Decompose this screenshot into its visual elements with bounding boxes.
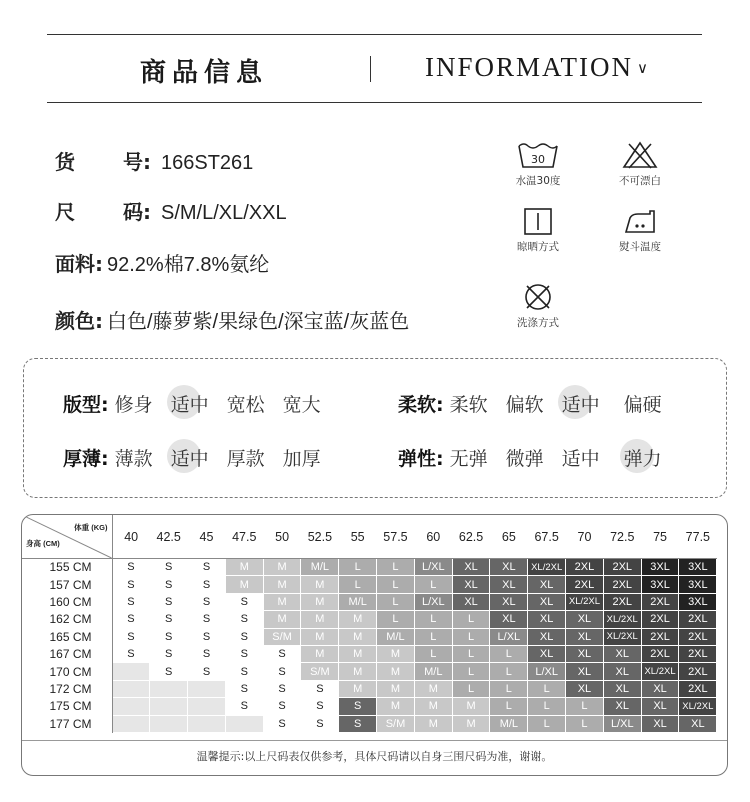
size-cell: XL/2XL bbox=[566, 593, 604, 610]
size-cell bbox=[112, 698, 150, 715]
size-cell: S bbox=[188, 645, 226, 662]
info-fabric: 面料: 92.2%棉7.8%氨纶 bbox=[55, 252, 270, 276]
height-label: 157 CM bbox=[22, 576, 112, 593]
size-cell: M bbox=[339, 663, 377, 680]
size-cell: S/M bbox=[263, 628, 301, 645]
size-cell: L bbox=[414, 628, 452, 645]
size-cell: S bbox=[225, 645, 263, 662]
attr-option: 无弹 bbox=[449, 448, 488, 470]
iron-icon bbox=[620, 206, 660, 236]
size-cell: XL bbox=[490, 559, 528, 576]
size-cell: L/XL bbox=[414, 559, 452, 576]
care-label: 水温30度 bbox=[515, 175, 561, 187]
weight-header: 45 bbox=[188, 515, 226, 559]
table-row bbox=[22, 576, 717, 593]
size-cell: XL/2XL bbox=[603, 628, 641, 645]
size-cell: XL bbox=[452, 559, 490, 576]
size-cell: M bbox=[414, 680, 452, 697]
size-cell: S bbox=[263, 715, 301, 732]
size-cell: L/XL bbox=[603, 715, 641, 732]
size-cell: L bbox=[339, 576, 377, 593]
size-cell: L bbox=[414, 645, 452, 662]
weight-header: 57.5 bbox=[377, 515, 415, 559]
size-cell: 2XL bbox=[603, 593, 641, 610]
size-cell: XL bbox=[603, 663, 641, 680]
size-cell: XL bbox=[490, 611, 528, 628]
care-no-bleach bbox=[600, 140, 680, 188]
size-cell: S bbox=[225, 680, 263, 697]
attr-fit: 版型: 修身 适中 宽松 宽大 bbox=[63, 390, 337, 417]
attr-option: 微弹 bbox=[505, 448, 544, 470]
attr-option: 宽松 bbox=[226, 394, 265, 416]
size-cell: S bbox=[188, 593, 226, 610]
size-cell: S bbox=[263, 663, 301, 680]
corner-weight-label: 体重 (KG) bbox=[74, 523, 108, 532]
size-cell: M bbox=[377, 645, 415, 662]
weight-header: 75 bbox=[641, 515, 679, 559]
size-cell: L bbox=[452, 680, 490, 697]
size-cell: L bbox=[377, 576, 415, 593]
size-cell: XL bbox=[528, 593, 566, 610]
size-cell: M bbox=[301, 645, 339, 662]
size-cell: 2XL bbox=[566, 559, 604, 576]
size-cell: 3XL bbox=[679, 559, 717, 576]
size-cell: S/M bbox=[301, 663, 339, 680]
size-cell: M bbox=[301, 628, 339, 645]
size-cell bbox=[188, 698, 226, 715]
size-cell: S bbox=[225, 593, 263, 610]
table-row bbox=[22, 663, 717, 680]
size-cell: XL bbox=[603, 680, 641, 697]
size-cell: L bbox=[452, 645, 490, 662]
size-cell: M bbox=[225, 576, 263, 593]
item-no-value: 166ST261 bbox=[161, 152, 254, 174]
size-cell: 2XL bbox=[603, 576, 641, 593]
size-cell: XL bbox=[528, 611, 566, 628]
care-wash-30 bbox=[498, 140, 578, 188]
care-label: 不可漂白 bbox=[619, 175, 661, 187]
size-cell: XL/2XL bbox=[528, 559, 566, 576]
size-cell: XL bbox=[452, 593, 490, 610]
size-cell: M bbox=[339, 628, 377, 645]
size-cell: L bbox=[490, 663, 528, 680]
care-label: 洗涤方式 bbox=[517, 317, 559, 329]
attr-option: 加厚 bbox=[282, 448, 321, 470]
size-cell: XL/2XL bbox=[679, 698, 717, 715]
weight-header: 42.5 bbox=[150, 515, 188, 559]
attr-option: 修身 bbox=[114, 394, 153, 416]
size-cell bbox=[225, 715, 263, 732]
size-cell: S/M bbox=[377, 715, 415, 732]
attr-option: 厚款 bbox=[226, 448, 265, 470]
size-cell: S bbox=[150, 576, 188, 593]
size-cell: S bbox=[188, 559, 226, 576]
size-cell: 2XL bbox=[679, 611, 717, 628]
size-cell: XL bbox=[528, 576, 566, 593]
attributes-panel bbox=[23, 358, 727, 498]
tip-divider bbox=[22, 740, 727, 741]
size-cell: S bbox=[150, 611, 188, 628]
care-wash-method bbox=[498, 282, 578, 330]
size-cell: M bbox=[377, 680, 415, 697]
care-iron bbox=[600, 206, 680, 254]
size-cell: M bbox=[263, 593, 301, 610]
size-cell: M bbox=[339, 680, 377, 697]
size-cell: M bbox=[263, 611, 301, 628]
weight-header: 72.5 bbox=[603, 515, 641, 559]
size-cell: M bbox=[301, 611, 339, 628]
size-cell bbox=[188, 715, 226, 732]
table-row bbox=[22, 593, 717, 610]
size-cell: M bbox=[452, 698, 490, 715]
size-cell: 3XL bbox=[679, 593, 717, 610]
size-cell: 2XL bbox=[679, 645, 717, 662]
attr-elasticity: 弹性: 无弹 微弹 适中 弹力 bbox=[398, 444, 678, 471]
size-cell: XL/2XL bbox=[603, 611, 641, 628]
size-cell: XL bbox=[641, 680, 679, 697]
size-cell: S bbox=[339, 715, 377, 732]
weight-header: 77.5 bbox=[679, 515, 717, 559]
no-bleach-icon bbox=[620, 140, 660, 170]
size-cell: 2XL bbox=[603, 559, 641, 576]
size-cell: 2XL bbox=[679, 628, 717, 645]
wash-30-icon bbox=[516, 140, 560, 170]
size-value: S/M/L/XL/XXL bbox=[161, 202, 287, 224]
color-value: 白色/藤萝紫/果绿色/深宝蓝/灰蓝色 bbox=[107, 311, 410, 333]
size-cell: M bbox=[339, 645, 377, 662]
size-cell bbox=[150, 680, 188, 697]
size-cell: S bbox=[188, 576, 226, 593]
info-color: 颜色: 白色/藤萝紫/果绿色/深宝蓝/灰蓝色 bbox=[55, 309, 410, 333]
height-label: 175 CM bbox=[22, 698, 112, 715]
size-cell: L bbox=[452, 628, 490, 645]
size-cell: L bbox=[528, 715, 566, 732]
size-cell: S bbox=[263, 698, 301, 715]
size-cell: L bbox=[566, 715, 604, 732]
attr-option: 偏软 bbox=[505, 394, 544, 416]
size-cell: M bbox=[301, 593, 339, 610]
height-label: 177 CM bbox=[22, 715, 112, 732]
size-cell: L bbox=[414, 611, 452, 628]
weight-header: 40 bbox=[112, 515, 150, 559]
size-cell: M bbox=[339, 611, 377, 628]
size-cell: 2XL bbox=[641, 645, 679, 662]
size-cell: XL bbox=[603, 698, 641, 715]
size-cell: M/L bbox=[377, 628, 415, 645]
size-cell: L bbox=[377, 593, 415, 610]
size-cell: 3XL bbox=[641, 576, 679, 593]
size-cell: S bbox=[188, 663, 226, 680]
corner-height-label: 身高 (CM) bbox=[26, 539, 60, 548]
size-cell bbox=[112, 680, 150, 697]
size-cell: L bbox=[490, 680, 528, 697]
attr-option: 薄款 bbox=[114, 448, 153, 470]
size-cell: S bbox=[225, 698, 263, 715]
size-cell: L bbox=[377, 611, 415, 628]
attr-option: 适中 bbox=[561, 448, 600, 470]
size-cell: XL bbox=[566, 680, 604, 697]
size-cell bbox=[150, 698, 188, 715]
size-cell: S bbox=[150, 559, 188, 576]
size-cell: M bbox=[377, 698, 415, 715]
size-cell: XL bbox=[603, 645, 641, 662]
size-cell: L bbox=[414, 576, 452, 593]
title-english: INFORMATION ∨ bbox=[425, 52, 648, 82]
table-row bbox=[22, 611, 717, 628]
size-cell: M bbox=[414, 715, 452, 732]
table-row bbox=[22, 559, 717, 576]
size-cell: M/L bbox=[414, 663, 452, 680]
size-cell: L/XL bbox=[490, 628, 528, 645]
size-cell: M bbox=[301, 576, 339, 593]
care-label: 晾晒方式 bbox=[517, 241, 559, 253]
size-cell: M bbox=[263, 559, 301, 576]
size-cell: S bbox=[150, 593, 188, 610]
size-cell: S bbox=[339, 698, 377, 715]
header-divider bbox=[47, 102, 702, 103]
size-cell: L bbox=[339, 559, 377, 576]
size-cell: 2XL bbox=[641, 628, 679, 645]
table-row bbox=[22, 715, 717, 732]
height-label: 165 CM bbox=[22, 628, 112, 645]
size-cell: S bbox=[112, 611, 150, 628]
info-size: 尺 码: S/M/L/XL/XXL bbox=[55, 200, 287, 224]
table-corner bbox=[22, 515, 112, 559]
attr-option-selected: 适中 bbox=[169, 444, 211, 471]
size-cell: S bbox=[301, 680, 339, 697]
size-cell: S bbox=[112, 576, 150, 593]
size-cell: S bbox=[225, 611, 263, 628]
size-cell: L bbox=[528, 698, 566, 715]
size-cell: 2XL bbox=[641, 593, 679, 610]
attr-option-selected: 适中 bbox=[169, 390, 211, 417]
weight-header: 67.5 bbox=[528, 515, 566, 559]
size-cell: XL bbox=[566, 611, 604, 628]
size-cell: XL bbox=[641, 698, 679, 715]
size-cell: XL bbox=[566, 645, 604, 662]
fabric-value: 92.2%棉7.8%氨纶 bbox=[107, 254, 270, 276]
size-cell: S bbox=[225, 628, 263, 645]
size-cell: S bbox=[188, 628, 226, 645]
height-label: 170 CM bbox=[22, 663, 112, 680]
weight-header: 55 bbox=[339, 515, 377, 559]
svg-text:30: 30 bbox=[531, 153, 545, 166]
size-cell: L bbox=[452, 611, 490, 628]
weight-header: 60 bbox=[414, 515, 452, 559]
size-cell: L bbox=[490, 645, 528, 662]
height-label: 172 CM bbox=[22, 680, 112, 697]
info-item-no: 货 号: 166ST261 bbox=[55, 150, 254, 174]
weight-header: 47.5 bbox=[225, 515, 263, 559]
size-cell: 2XL bbox=[679, 663, 717, 680]
size-cell: XL bbox=[490, 593, 528, 610]
height-label: 160 CM bbox=[22, 593, 112, 610]
table-row bbox=[22, 698, 717, 715]
size-cell: M bbox=[377, 663, 415, 680]
no-dryclean-icon bbox=[518, 282, 558, 312]
title-separator bbox=[370, 56, 371, 82]
size-cell: S bbox=[112, 593, 150, 610]
size-cell: S bbox=[150, 645, 188, 662]
care-line-dry bbox=[498, 206, 578, 254]
care-label: 熨斗温度 bbox=[619, 241, 661, 253]
height-label: 167 CM bbox=[22, 645, 112, 662]
size-cell: XL bbox=[641, 715, 679, 732]
attr-option: 宽大 bbox=[282, 394, 321, 416]
weight-header: 52.5 bbox=[301, 515, 339, 559]
size-cell: S bbox=[150, 628, 188, 645]
size-cell: L bbox=[377, 559, 415, 576]
weight-header: 50 bbox=[263, 515, 301, 559]
chevron-down-icon: ∨ bbox=[637, 59, 648, 77]
size-cell: XL bbox=[528, 628, 566, 645]
size-cell: XL/2XL bbox=[641, 663, 679, 680]
size-cell: S bbox=[301, 715, 339, 732]
size-cell: 2XL bbox=[641, 611, 679, 628]
size-chart-panel bbox=[21, 514, 728, 776]
attr-option-selected: 弹力 bbox=[622, 444, 664, 471]
size-cell: M bbox=[414, 698, 452, 715]
size-cell: L bbox=[528, 680, 566, 697]
size-cell: M/L bbox=[490, 715, 528, 732]
title-chinese: 商品信息 bbox=[140, 58, 269, 88]
size-cell: XL bbox=[528, 645, 566, 662]
size-cell: S bbox=[112, 628, 150, 645]
size-cell: L/XL bbox=[528, 663, 566, 680]
size-cell: M bbox=[263, 576, 301, 593]
size-cell: XL bbox=[490, 576, 528, 593]
size-cell: 3XL bbox=[641, 559, 679, 576]
size-cell: M bbox=[225, 559, 263, 576]
line-dry-icon bbox=[518, 206, 558, 236]
size-cell: M/L bbox=[339, 593, 377, 610]
size-cell: L/XL bbox=[414, 593, 452, 610]
table-row bbox=[22, 645, 717, 662]
table-row bbox=[22, 628, 717, 645]
size-cell: S bbox=[150, 663, 188, 680]
size-cell: L bbox=[490, 698, 528, 715]
size-cell: XL bbox=[679, 715, 717, 732]
size-cell bbox=[112, 715, 150, 732]
size-cell: 2XL bbox=[566, 576, 604, 593]
height-label: 162 CM bbox=[22, 611, 112, 628]
size-cell: 2XL bbox=[679, 680, 717, 697]
attr-thickness: 厚薄: 薄款 适中 厚款 加厚 bbox=[63, 444, 337, 471]
size-cell: S bbox=[112, 559, 150, 576]
size-tip: 温馨提示:以上尺码表仅供参考，具体尺码请以自身三围尺码为准，谢谢。 bbox=[196, 750, 553, 763]
size-cell: S bbox=[225, 663, 263, 680]
size-cell: XL bbox=[566, 628, 604, 645]
weight-header: 62.5 bbox=[452, 515, 490, 559]
size-cell: XL bbox=[452, 576, 490, 593]
size-cell: M/L bbox=[301, 559, 339, 576]
attr-softness: 柔软: 柔软 偏软 适中 偏硬 bbox=[398, 390, 678, 417]
size-cell: S bbox=[188, 611, 226, 628]
height-label: 155 CM bbox=[22, 559, 112, 576]
size-cell: L bbox=[566, 698, 604, 715]
attr-option: 偏硬 bbox=[623, 394, 662, 416]
size-cell: L bbox=[452, 663, 490, 680]
weight-header: 65 bbox=[490, 515, 528, 559]
size-cell: S bbox=[263, 680, 301, 697]
top-divider bbox=[47, 34, 702, 35]
size-chart-table bbox=[22, 515, 717, 733]
weight-header: 70 bbox=[566, 515, 604, 559]
size-cell: S bbox=[112, 645, 150, 662]
attr-option-selected: 适中 bbox=[560, 390, 602, 417]
size-cell: XL bbox=[566, 663, 604, 680]
size-cell: S bbox=[301, 698, 339, 715]
size-cell bbox=[188, 680, 226, 697]
table-row bbox=[22, 680, 717, 697]
size-cell: S bbox=[263, 645, 301, 662]
attr-option: 柔软 bbox=[449, 394, 488, 416]
size-cell bbox=[112, 663, 150, 680]
size-cell: M bbox=[452, 715, 490, 732]
size-cell bbox=[150, 715, 188, 732]
size-cell: 3XL bbox=[679, 576, 717, 593]
